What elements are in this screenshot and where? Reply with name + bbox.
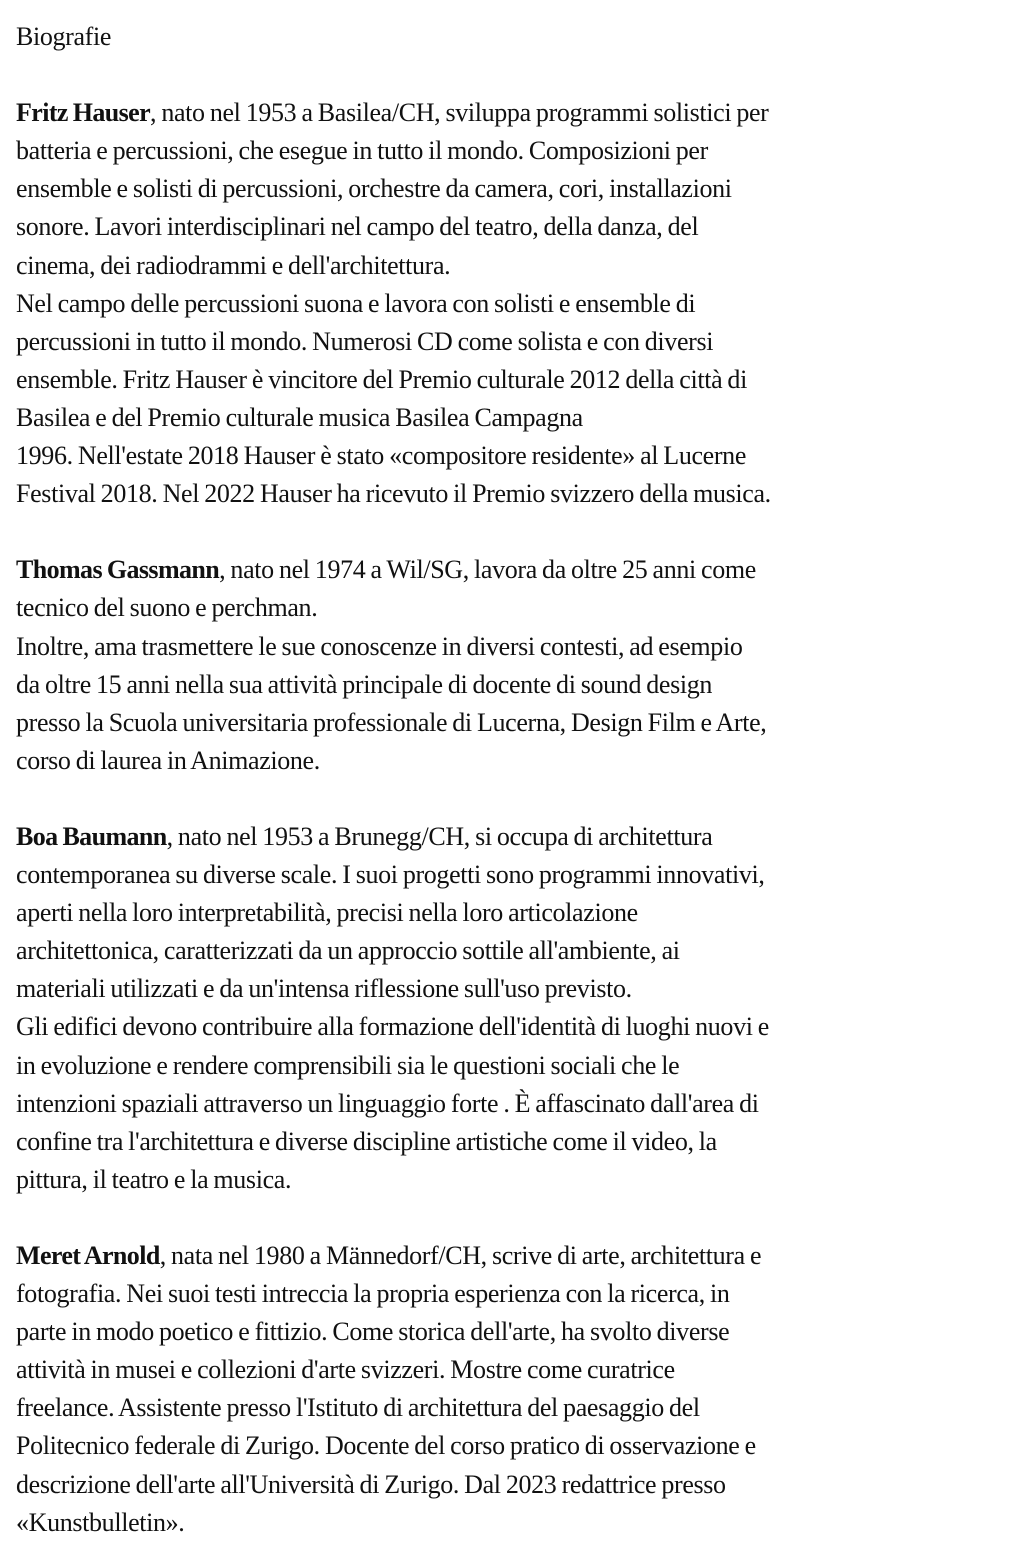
- bio-line: Nel campo delle percussioni suona e lavora con solisti e ensemble di: [16, 288, 696, 318]
- bio-line: parte in modo poetico e fittizio. Come storica dell'arte, ha svolto diverse: [16, 1317, 730, 1347]
- bio-line: sonore. Lavori interdisciplinari nel campo del teatro, della danza, del: [16, 212, 699, 242]
- bio-line: Fritz Hauser, nato nel 1953 a Basilea/CH, sviluppa programmi solistici per: [16, 98, 769, 128]
- bio-line: confine tra l'architettura e diverse discipline artistiche come il video, la: [16, 1126, 717, 1156]
- bio-line: Thomas Gassmann, nato nel 1974 a Wil/SG, lavora da oltre 25 anni come: [16, 555, 756, 585]
- bio-line: aperti nella loro interpretabilità, precisi nella loro articolazione: [16, 898, 638, 928]
- bio-name: Thomas Gassmann: [16, 555, 220, 585]
- document-body: [16, 18, 1026, 1542]
- bio-line: pittura, il teatro e la musica.: [16, 1164, 292, 1194]
- spacer: [16, 56, 1026, 94]
- page-heading: Biografie: [16, 22, 112, 51]
- bio-line: fotografia. Nei suoi testi intreccia la propria esperienza con la ricerca, in: [16, 1279, 730, 1309]
- bio-name: Fritz Hauser: [16, 98, 151, 128]
- bio-meret-arnold: [16, 1237, 1026, 1542]
- bio-line: architettonica, caratterizzati da un approccio sottile all'ambiente, ai: [16, 936, 680, 966]
- bio-line: ensemble e solisti di percussioni, orchestre da camera, cori, installazioni: [16, 174, 732, 204]
- bio-line: ensemble. Fritz Hauser è vincitore del Premio culturale 2012 della città di: [16, 364, 747, 394]
- bio-line: presso la Scuola universitaria professionale di Lucerna, Design Film e Arte,: [16, 707, 767, 737]
- bio-line: cinema, dei radiodrammi e dell'architettura.: [16, 250, 451, 280]
- bio-line: Politecnico federale di Zurigo. Docente del corso pratico di osservazione e: [16, 1431, 756, 1461]
- bio-line: materiali utilizzati e da un'intensa riflessione sull'uso previsto.: [16, 974, 632, 1004]
- bio-boa-baumann: [16, 818, 1026, 1199]
- bio-line: descrizione dell'arte all'Università di Zurigo. Dal 2023 redattrice presso: [16, 1469, 726, 1499]
- bio-line: Meret Arnold, nata nel 1980 a Männedorf/CH, scrive di arte, architettura e: [16, 1241, 762, 1270]
- bio-line: attività in musei e collezioni d'arte svizzeri. Mostre come curatrice: [16, 1355, 675, 1385]
- bio-line: «Kunstbulletin».: [16, 1507, 185, 1537]
- spacer: [16, 1199, 1026, 1237]
- bio-line: intenzioni spaziali attraverso un linguaggio forte . È affascinato dall'area di: [16, 1088, 759, 1118]
- bio-line: Inoltre, ama trasmettere le sue conoscenze in diversi contesti, ad esempio: [16, 631, 743, 661]
- spacer: [16, 780, 1026, 818]
- bio-line: 1996. Nell'estate 2018 Hauser è stato «compositore residente» al Lucerne: [16, 441, 747, 471]
- bio-line: da oltre 15 anni nella sua attività principale di docente di sound design: [16, 669, 713, 699]
- bio-fritz-hauser: [16, 94, 1026, 513]
- bio-thomas-gassmann: [16, 551, 1026, 780]
- bio-line: Basilea e del Premio culturale musica Basilea Campagna: [16, 402, 583, 432]
- bio-line: Boa Baumann, nato nel 1953 a Brunegg/CH, si occupa di architettura: [16, 821, 713, 851]
- bio-line: contemporanea su diverse scale. I suoi progetti sono programmi innovativi,: [16, 860, 765, 890]
- bio-line: Gli edifici devono contribuire alla formazione dell'identità di luoghi nuovi e: [16, 1012, 769, 1042]
- bio-name: Boa Baumann: [16, 821, 167, 851]
- bio-name: Meret Arnold: [16, 1241, 160, 1270]
- spacer: [16, 513, 1026, 551]
- bio-line: Festival 2018. Nel 2022 Hauser ha ricevuto il Premio svizzero della musica.: [16, 479, 771, 509]
- bio-line: percussioni in tutto il mondo. Numerosi CD come solista e con diversi: [16, 326, 714, 356]
- bio-line: batteria e percussioni, che esegue in tutto il mondo. Composizioni per: [16, 136, 708, 166]
- bio-line: freelance. Assistente presso l'Istituto di architettura del paesaggio del: [16, 1393, 700, 1423]
- bio-line: in evoluzione e rendere comprensibili sia le questioni sociali che le: [16, 1050, 680, 1080]
- bio-line: corso di laurea in Animazione.: [16, 745, 320, 775]
- bio-line: tecnico del suono e perchman.: [16, 593, 318, 623]
